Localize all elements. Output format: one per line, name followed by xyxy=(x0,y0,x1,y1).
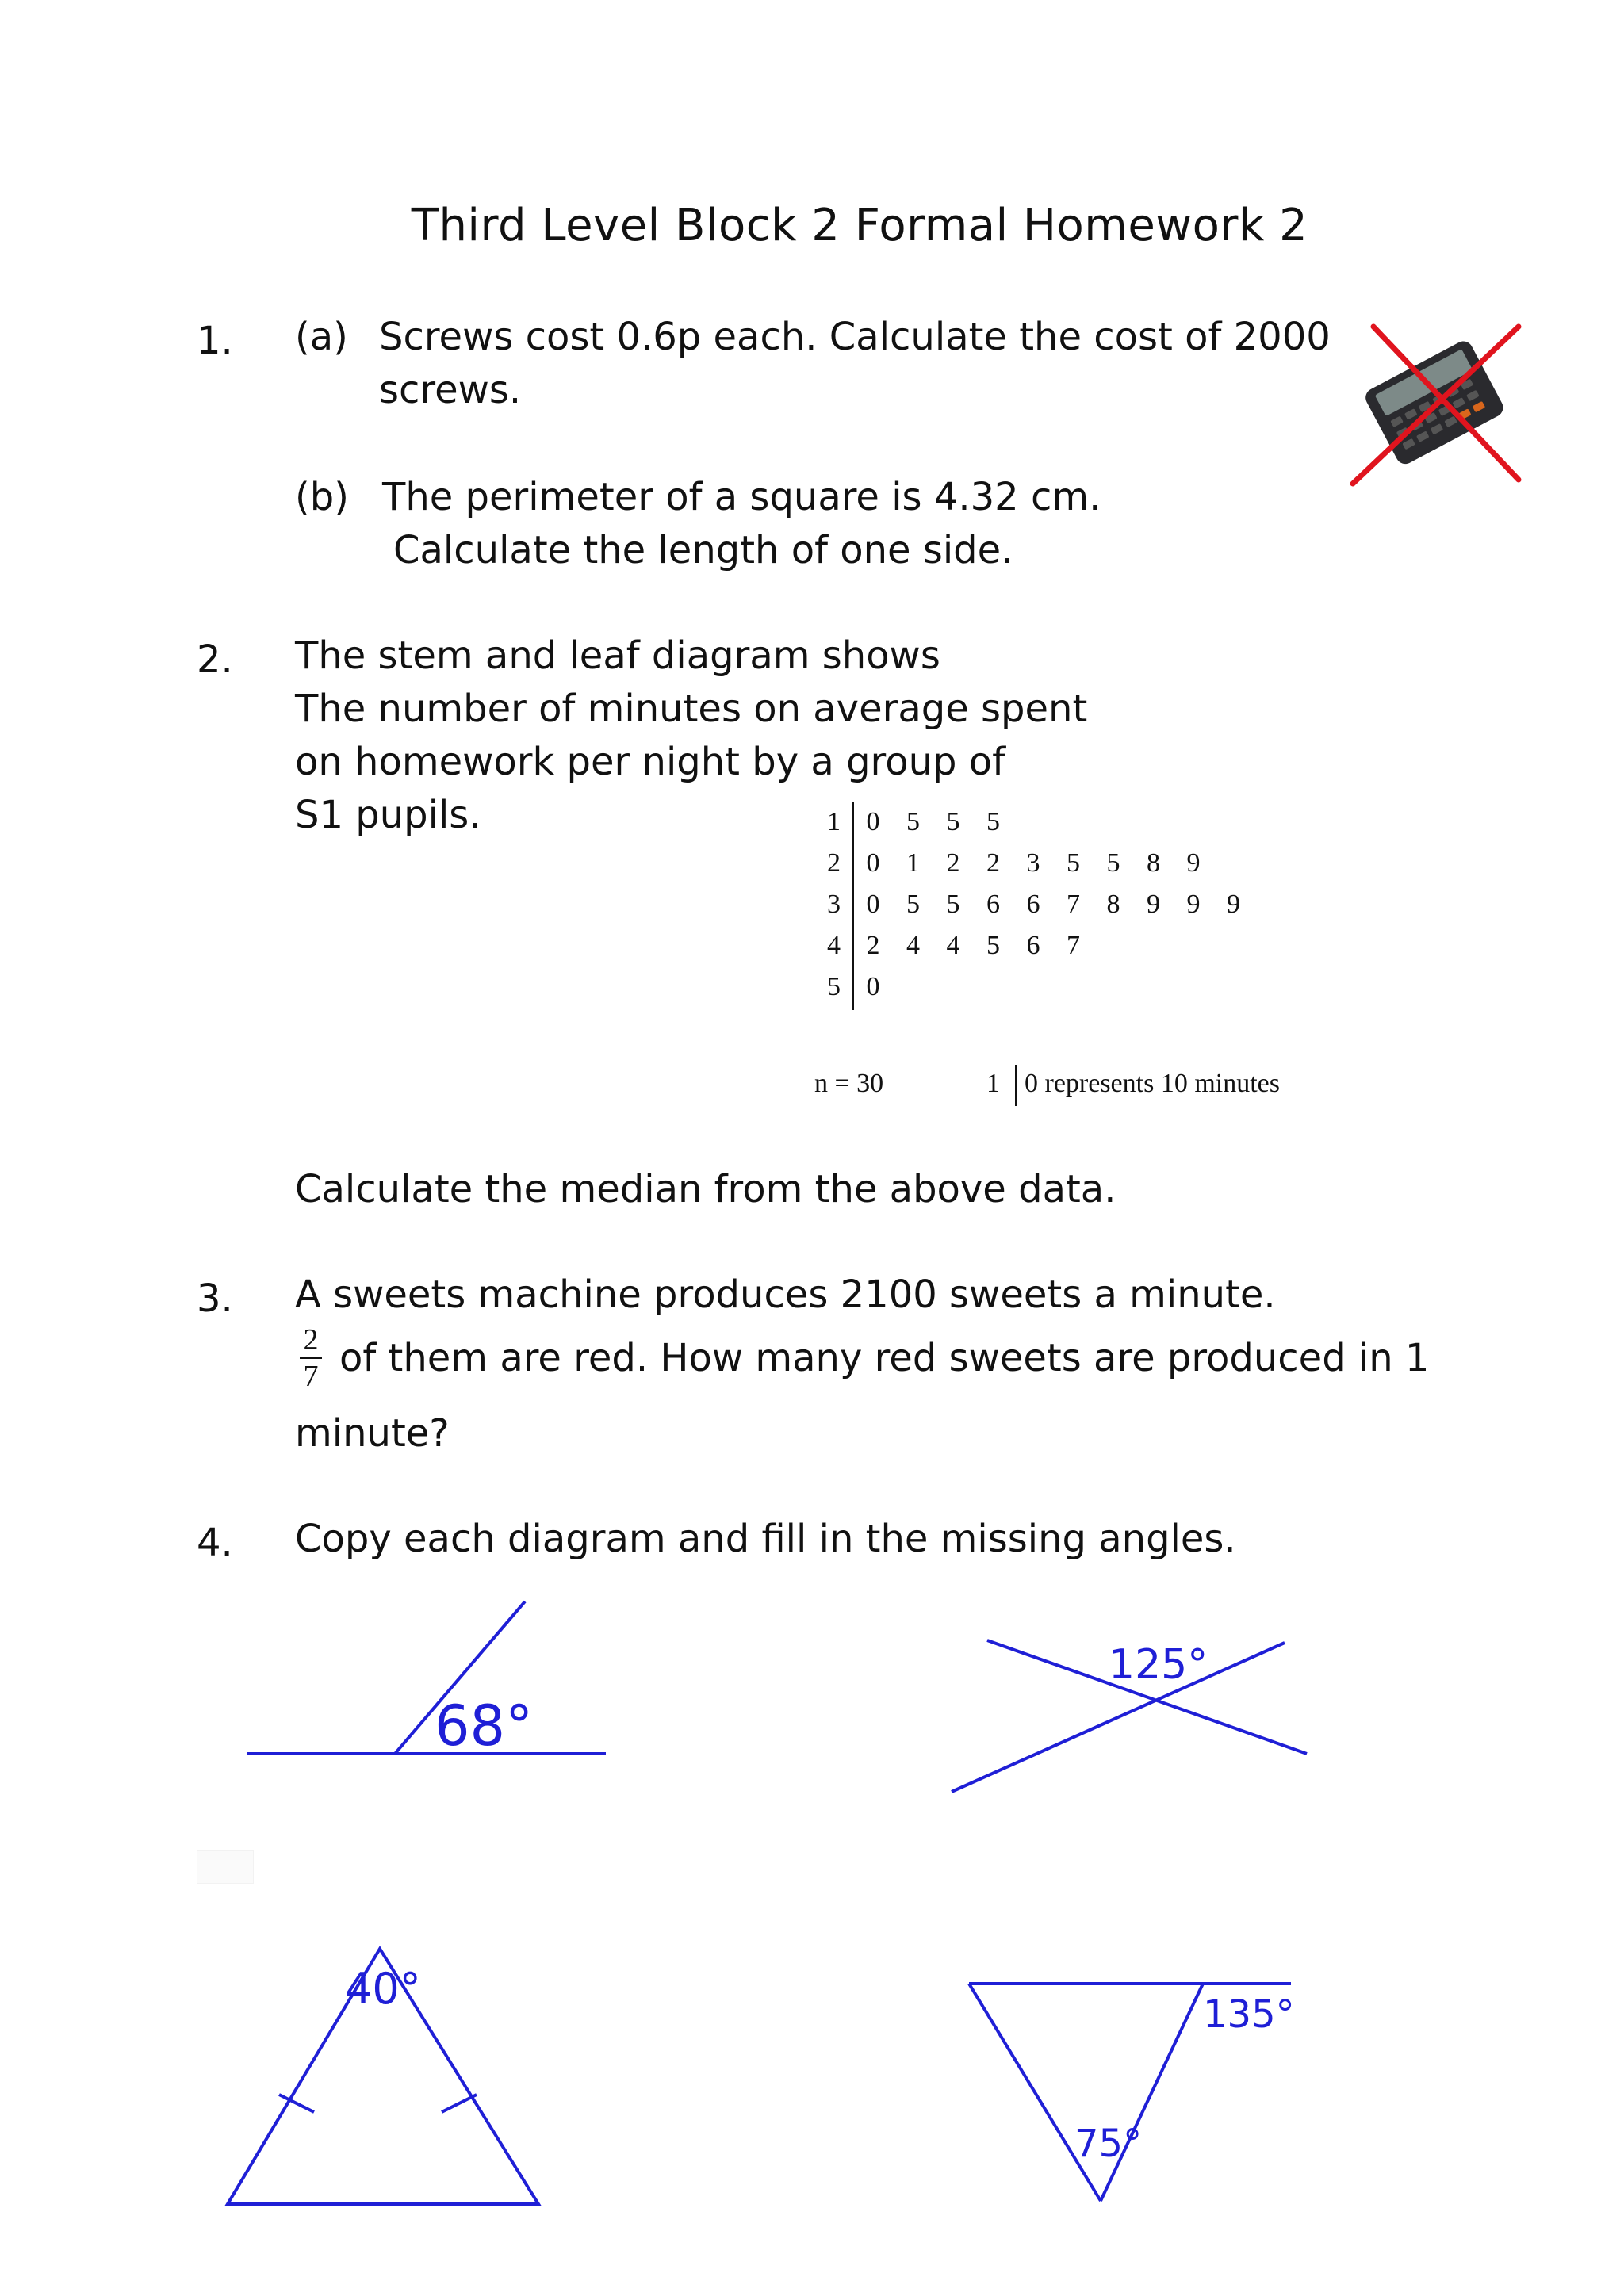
key-text: 0 represents 10 minutes xyxy=(1025,1069,1280,1098)
fraction-bar xyxy=(300,1357,322,1359)
leaf-value: 2 xyxy=(866,931,880,960)
q1a-text-line2: screws. xyxy=(379,368,522,412)
leaf-value: 0 xyxy=(866,890,880,919)
faint-box xyxy=(197,1850,254,1884)
stem-leaf-diagram xyxy=(809,807,1285,1013)
stem-value: 3 xyxy=(827,890,841,919)
fraction-two-sevenths xyxy=(295,1324,327,1392)
q1a-text-line1: Screws cost 0.6p each. Calculate the cost of 2000 xyxy=(379,315,1331,359)
q3-text-line2: of them are red. How many red sweets are produced in 1 xyxy=(339,1336,1430,1380)
stem-value: 5 xyxy=(827,972,841,1001)
diagram-inverted-triangle xyxy=(948,1958,1320,2212)
key-divider xyxy=(1015,1065,1017,1106)
stem-leaf-row xyxy=(809,848,1285,888)
q1b-label: (b) xyxy=(295,475,349,519)
key-stem: 1 xyxy=(986,1069,1000,1098)
leaf-value: 7 xyxy=(1067,890,1080,919)
diagram-straight-line-angle xyxy=(238,1590,619,1780)
leaf-value: 8 xyxy=(1106,890,1120,919)
leaf-value: 4 xyxy=(946,931,960,960)
question-2-number: 2. xyxy=(197,637,233,682)
stem-value: 4 xyxy=(827,931,841,960)
leaf-value: 9 xyxy=(1147,890,1160,919)
q2-text-line3: on homework per night by a group of xyxy=(295,740,1005,784)
leaf-value: 6 xyxy=(1026,931,1040,960)
leaf-value: 2 xyxy=(986,848,1000,878)
leaf-value: 5 xyxy=(986,931,1000,960)
leaf-value: 1 xyxy=(906,848,920,878)
q1b-text-line1: The perimeter of a square is 4.32 cm. xyxy=(382,475,1101,519)
angle-label-75: 75° xyxy=(1074,2122,1143,2166)
angle-label-135: 135° xyxy=(1203,1992,1295,2037)
calculator-icon xyxy=(1340,317,1530,492)
leaf-value: 8 xyxy=(1147,848,1160,878)
question-3-number: 3. xyxy=(197,1276,233,1321)
fraction-denominator: 7 xyxy=(303,1360,319,1393)
page-title: Third Level Block 2 Formal Homework 2 xyxy=(411,200,1308,251)
stem-value: 2 xyxy=(827,848,841,878)
n-label: n = 30 xyxy=(814,1069,884,1098)
stem-value: 1 xyxy=(827,807,841,836)
q2-text-line1: The stem and leaf diagram shows xyxy=(295,633,940,678)
leaf-value: 5 xyxy=(906,890,920,919)
fraction-numerator: 2 xyxy=(303,1323,319,1357)
leaf-value: 0 xyxy=(866,972,880,1001)
leaf-value: 9 xyxy=(1186,848,1201,878)
angle-label-125: 125° xyxy=(1109,1641,1208,1689)
angle-label-40: 40° xyxy=(345,1964,421,2014)
leaf-value: 5 xyxy=(1067,848,1080,878)
leaf-value: 0 xyxy=(866,848,880,878)
q2-text-line4: S1 pupils. xyxy=(295,793,481,837)
q4-text-line1: Copy each diagram and fill in the missing angles. xyxy=(295,1517,1236,1561)
leaf-value: 5 xyxy=(986,807,1000,836)
angle-label-68: 68° xyxy=(435,1693,534,1758)
leaf-value: 5 xyxy=(946,807,960,836)
q1a-label: (a) xyxy=(295,315,348,359)
q3-text-line3: minute? xyxy=(295,1411,450,1456)
stem-leaf-row xyxy=(809,972,1285,1012)
leaf-value: 6 xyxy=(986,890,1000,919)
stem-leaf-divider xyxy=(852,802,854,1010)
stem-leaf-row xyxy=(809,890,1285,929)
leaf-value: 5 xyxy=(946,890,960,919)
leaf-value: 6 xyxy=(1026,890,1040,919)
leaf-value: 7 xyxy=(1067,931,1080,960)
leaf-value: 4 xyxy=(906,931,920,960)
q2-instruction: Calculate the median from the above data. xyxy=(295,1167,1116,1211)
leaf-value: 2 xyxy=(946,848,960,878)
leaf-value: 9 xyxy=(1186,890,1201,919)
stem-leaf-row xyxy=(809,807,1285,847)
q2-text-line2: The number of minutes on average spent xyxy=(295,687,1088,731)
stem-leaf-row xyxy=(809,931,1285,970)
leaf-value: 5 xyxy=(906,807,920,836)
question-4-number: 4. xyxy=(197,1521,233,1565)
question-1-number: 1. xyxy=(197,319,233,363)
q3-text-line1: A sweets machine produces 2100 sweets a minute. xyxy=(295,1272,1276,1317)
leaf-value: 3 xyxy=(1026,848,1040,878)
diagram-isosceles-triangle xyxy=(214,1934,563,2212)
leaf-value: 0 xyxy=(866,807,880,836)
diagram-intersecting-lines xyxy=(940,1625,1328,1804)
q1b-text-line2: Calculate the length of one side. xyxy=(393,528,1013,572)
leaf-value: 9 xyxy=(1227,890,1240,919)
leaf-value: 5 xyxy=(1106,848,1120,878)
